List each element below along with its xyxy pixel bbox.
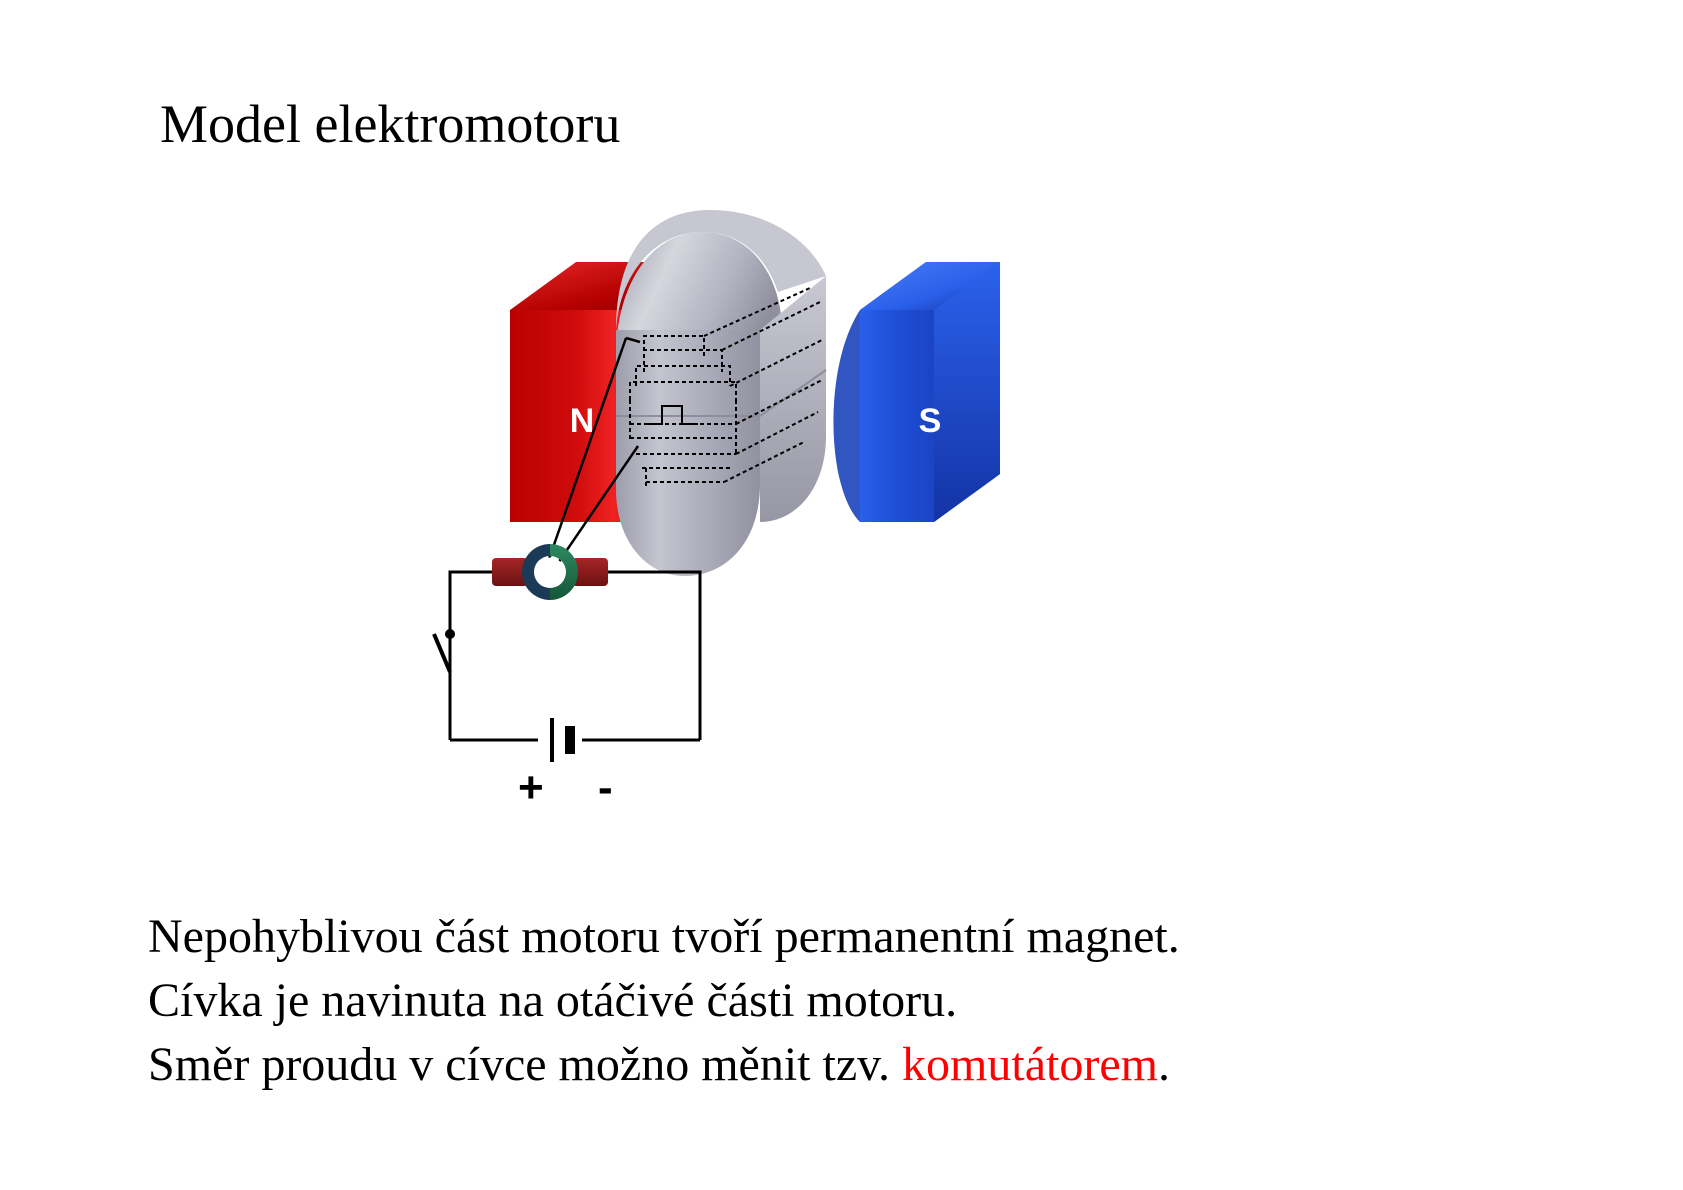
caption-line-1: Nepohyblivou část motoru tvoří permanentní magnet. [148,910,1180,963]
north-pole-label: N [569,402,595,440]
switch-contact-dot [445,629,455,639]
caption-highlight-term: komutátorem [902,1038,1158,1091]
south-magnet [830,262,1000,522]
battery-minus-label: - [598,763,613,812]
caption-line-2: Cívka je navinuta na otáčivé části motoru. [148,974,958,1027]
caption-line-3-before: Směr proudu v cívce možno měnit tzv. [148,1038,903,1091]
commutator [492,544,608,600]
wire-left [450,572,492,740]
south-pole-label: S [918,402,942,440]
electric-motor-diagram [430,210,1190,850]
caption-line-3-after: . [1157,1038,1170,1091]
switch-lever [434,634,450,672]
battery-plus-label: + [518,763,544,812]
circuit [434,572,700,762]
caption-block [148,905,1598,1097]
wire-right [608,572,700,740]
page-title: Model elektromotoru [160,94,621,154]
caption-line-3 [148,1033,1598,1097]
